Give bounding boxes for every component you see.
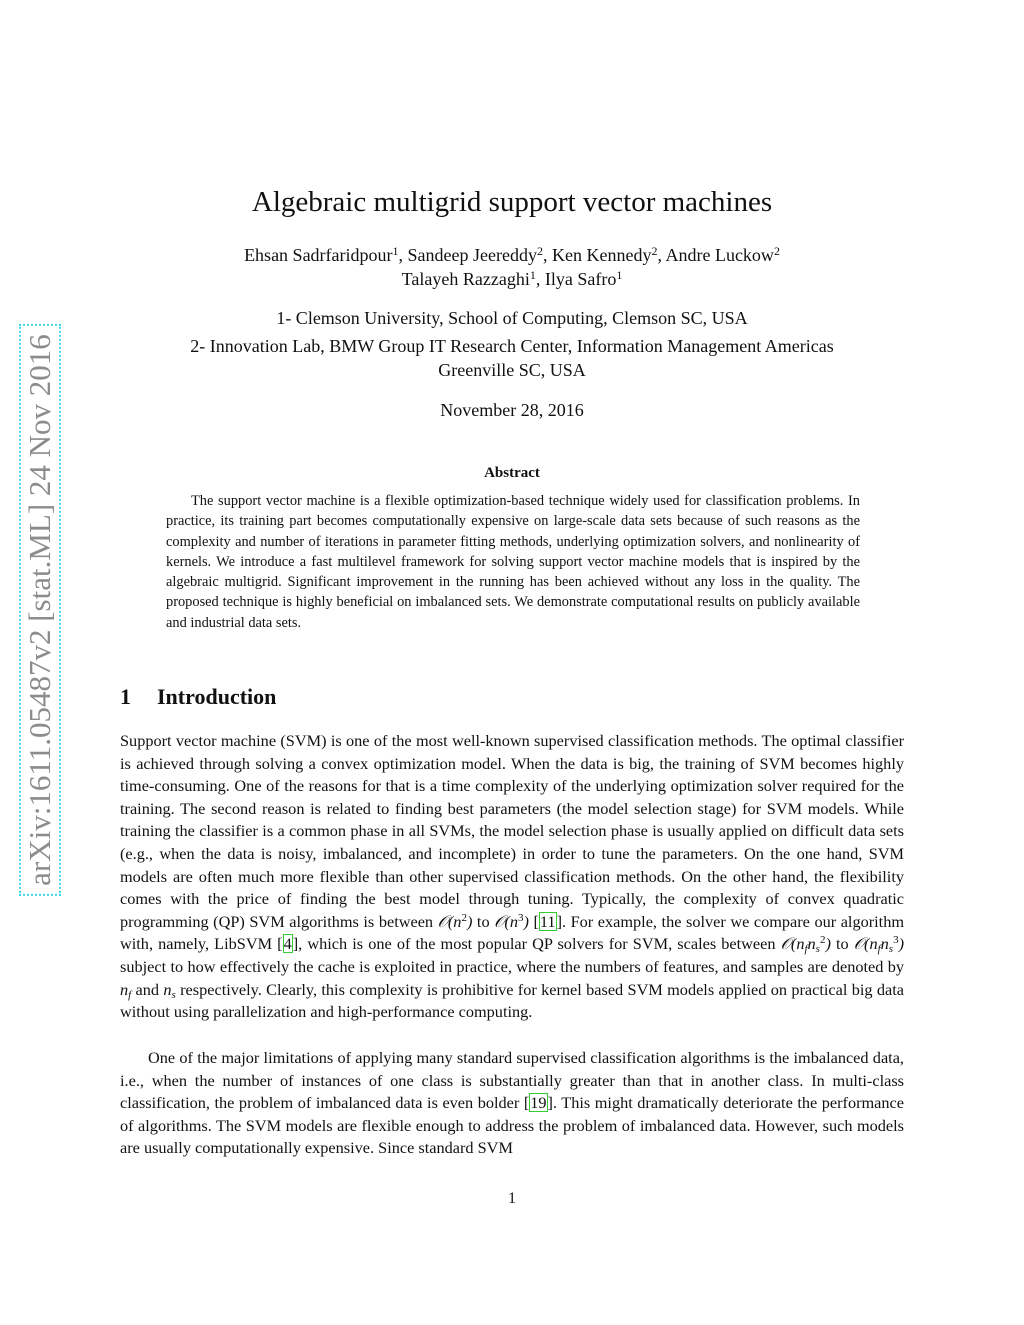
affiliation-1: 1- Clemson University, School of Computing, Clemson SC, USA: [276, 308, 748, 328]
citation-link[interactable]: 19: [530, 1093, 547, 1113]
affiliation-mark: 2: [651, 244, 658, 258]
paragraph-text: to: [472, 911, 495, 931]
math-exponent: 3: [893, 934, 899, 947]
math-symbol: 𝒪(n: [853, 934, 878, 954]
affiliation-mark: 1: [392, 244, 399, 258]
math-symbol: n: [807, 934, 816, 954]
math-complexity-n2: [438, 912, 473, 931]
math-symbol: 𝒪(n: [494, 911, 518, 931]
paragraph-text: ]. This might dramatically deteriorate the performance of algorithms. The SVM models are flexible enough to address the problem of imbalanced data. However, such models are usually computationally expensive. Since standard SVM: [120, 1093, 905, 1158]
paragraph-text: subject to how effectively the cache is exploited in practice, where the numbers of features, and samples are denoted by: [120, 956, 904, 976]
math-symbol: n: [163, 979, 172, 999]
abstract-heading: Abstract: [484, 465, 540, 481]
affiliation-2: 2- Innovation Lab, BMW Group IT Research Center, Information Management Americas: [190, 336, 834, 356]
page-number: 1: [508, 1190, 516, 1207]
math-paren: ): [466, 911, 473, 931]
paper-title: Algebraic multigrid support vector machines: [251, 186, 773, 218]
math-paren: ): [825, 934, 831, 954]
math-symbol: 𝒪(n: [437, 911, 462, 931]
author-list: [0, 243, 1024, 291]
math-symbol: n: [120, 979, 129, 999]
author-separator: ,: [398, 245, 408, 265]
publication-date: November 28, 2016: [440, 400, 584, 420]
intro-paragraph-2: [120, 1047, 904, 1160]
author-separator: ,: [657, 245, 666, 265]
math-paren: ): [898, 934, 904, 954]
affiliation-mark: 2: [536, 244, 543, 258]
math-exponent: 3: [517, 911, 524, 924]
citation-link[interactable]: 11: [539, 911, 556, 931]
math-subscript: f: [877, 943, 881, 956]
math-complexity-n3: [494, 912, 529, 931]
math-paren: ): [523, 911, 529, 931]
author-line-1: [0, 243, 1024, 267]
paragraph-text: ], which is one of the most popular QP solvers for SVM, scales between: [292, 934, 781, 954]
author-separator: ,: [542, 245, 552, 265]
math-subscript: s: [888, 943, 894, 956]
citation-link[interactable]: 4: [283, 934, 292, 954]
author-name: Ilya Safro: [544, 269, 617, 289]
math-complexity-nfns3: [853, 934, 904, 956]
paragraph-text: and: [131, 979, 164, 999]
math-exponent: 2: [819, 934, 826, 947]
math-exponent: 2: [461, 911, 467, 924]
author-name: Ken Kennedy: [551, 245, 652, 265]
section-title: Introduction: [157, 684, 277, 709]
math-symbol: n: [880, 934, 889, 954]
paragraph-text: Support vector machine (SVM) is one of the most well-known supervised classification methods. The optimal classifier is achieved through solving a convex optimization model. When the data is big, the training of SVM becomes highly time-consuming. One of the reasons for that is a time complexity of the underlying optimization solver required for the training. The second reason is related to finding best parameters (the model selection stage) for SVM models. While training the classifier is a common phase in all SVMs, the model selection phase is usually applied on difficult data sets (e.g., when the data is noisy, imbalanced, and incomplete) in order to tune the parameters. On the one hand, SVM models are often much more flexible than other supervised classification methods. On the other hand, the flexibility comes with the price of finding the best model through tuning. Typically, the complexity of convex quadratic programming (QP) SVM algorithms is between: [120, 731, 904, 931]
math-subscript: f: [128, 988, 132, 1001]
math-ns: [163, 980, 175, 999]
affiliation-2-location: Greenville SC, USA: [438, 360, 586, 380]
affiliation-mark: 1: [529, 268, 536, 282]
author-name: Sandeep Jeereddy: [407, 245, 537, 265]
arxiv-identifier-stamp[interactable]: arXiv:1611.05487v2 [stat.ML] 24 Nov 2016: [19, 324, 61, 896]
math-nf: [120, 980, 131, 999]
author-line-2: [0, 267, 1024, 291]
section-heading: [120, 683, 276, 711]
math-subscript: s: [815, 943, 820, 956]
section-number: 1: [120, 684, 131, 709]
paragraph-text: to: [830, 934, 854, 954]
abstract-text: The support vector machine is a flexible optimization-based technique widely used for classification problems. In practice, its training part becomes computationally expensive on large-scale data sets because of such reasons as the complexity and number of iterations in parameter fitting methods, underlying optimization solvers, and nonlinearity of kernels. We introduce a fast multilevel framework for solving support vector machine models that is inspired by the algebraic multigrid. Significant improvement in the running has been achieved without any loss in the quality. The proposed technique is highly beneficial on imbalanced sets. We demonstrate computational results on publicly available and industrial data sets.: [166, 493, 860, 631]
author-name: Talayeh Razzaghi: [401, 269, 530, 289]
paragraph-text: One of the major limitations of applying many standard supervised classification algorithms is the imbalanced data, i.e., when the number of instances of one class is substantially greater than that in another class. In multi-class classification, the problem of imbalanced data is even bolder [: [120, 1048, 904, 1113]
author-name: Andre Luckow: [665, 245, 774, 265]
author-name: Ehsan Sadrfaridpour: [244, 245, 393, 265]
math-subscript: f: [804, 943, 808, 956]
math-subscript: s: [171, 988, 176, 1001]
paragraph-text: . For example, the solver we compare our algorithm with, namely, LibSVM [: [120, 911, 905, 954]
author-separator: ,: [535, 269, 545, 289]
paragraph-text: respectively. Clearly, this complexity is prohibitive for kernel based SVM models applied on practical big data without using parallelization and high-performance computing.: [120, 979, 904, 1022]
affiliation-mark: 2: [773, 244, 780, 258]
affiliation-mark: 1: [616, 268, 623, 282]
math-symbol: 𝒪(n: [780, 934, 805, 954]
intro-paragraph-1: Support vector machine (SVM) is one of the most well-known supervised classification methods. The optimal classifier is achieved through solving a convex optimization model. When the data is big, the training of SVM becomes highly time-consuming. One of the reasons for that is a time complexity of the underlying optimization solver required for the training. The second reason is related to finding best parameters (the model selection stage) for SVM models. While training the classifier is a common phase in all SVMs, the model selection phase is usually applied on difficult data sets (e.g., when the data is noisy, imbalanced, and incomplete) in order to tune the parameters. On the one hand, SVM models are often much more flexible than other supervised classification methods. On the other hand, the flexibility comes with the price of finding the best model through tuning. Typically, the complexity of convex quadratic programming (QP) SVM algorithms is between $𝒪(n^2)$ to $𝒪(n^3)$ [11]. For example, the solver we compare our algorithm with, namely, LibSVM [4], which is one of the most popular QP solvers for SVM, scales between $𝒪(n_fn_s^2)$ to $𝒪(n_fn_s^3)$ subject to how effectively the cache is exploited in practice, where the numbers of features, and samples are denoted by $n_f$ and $n_s$ respectively. Clearly, this complexity is prohibitive for kernel based SVM models applied on practical big data without using parallelization and high-performance computing.: [120, 731, 905, 1022]
math-complexity-nfns2: [780, 934, 831, 956]
